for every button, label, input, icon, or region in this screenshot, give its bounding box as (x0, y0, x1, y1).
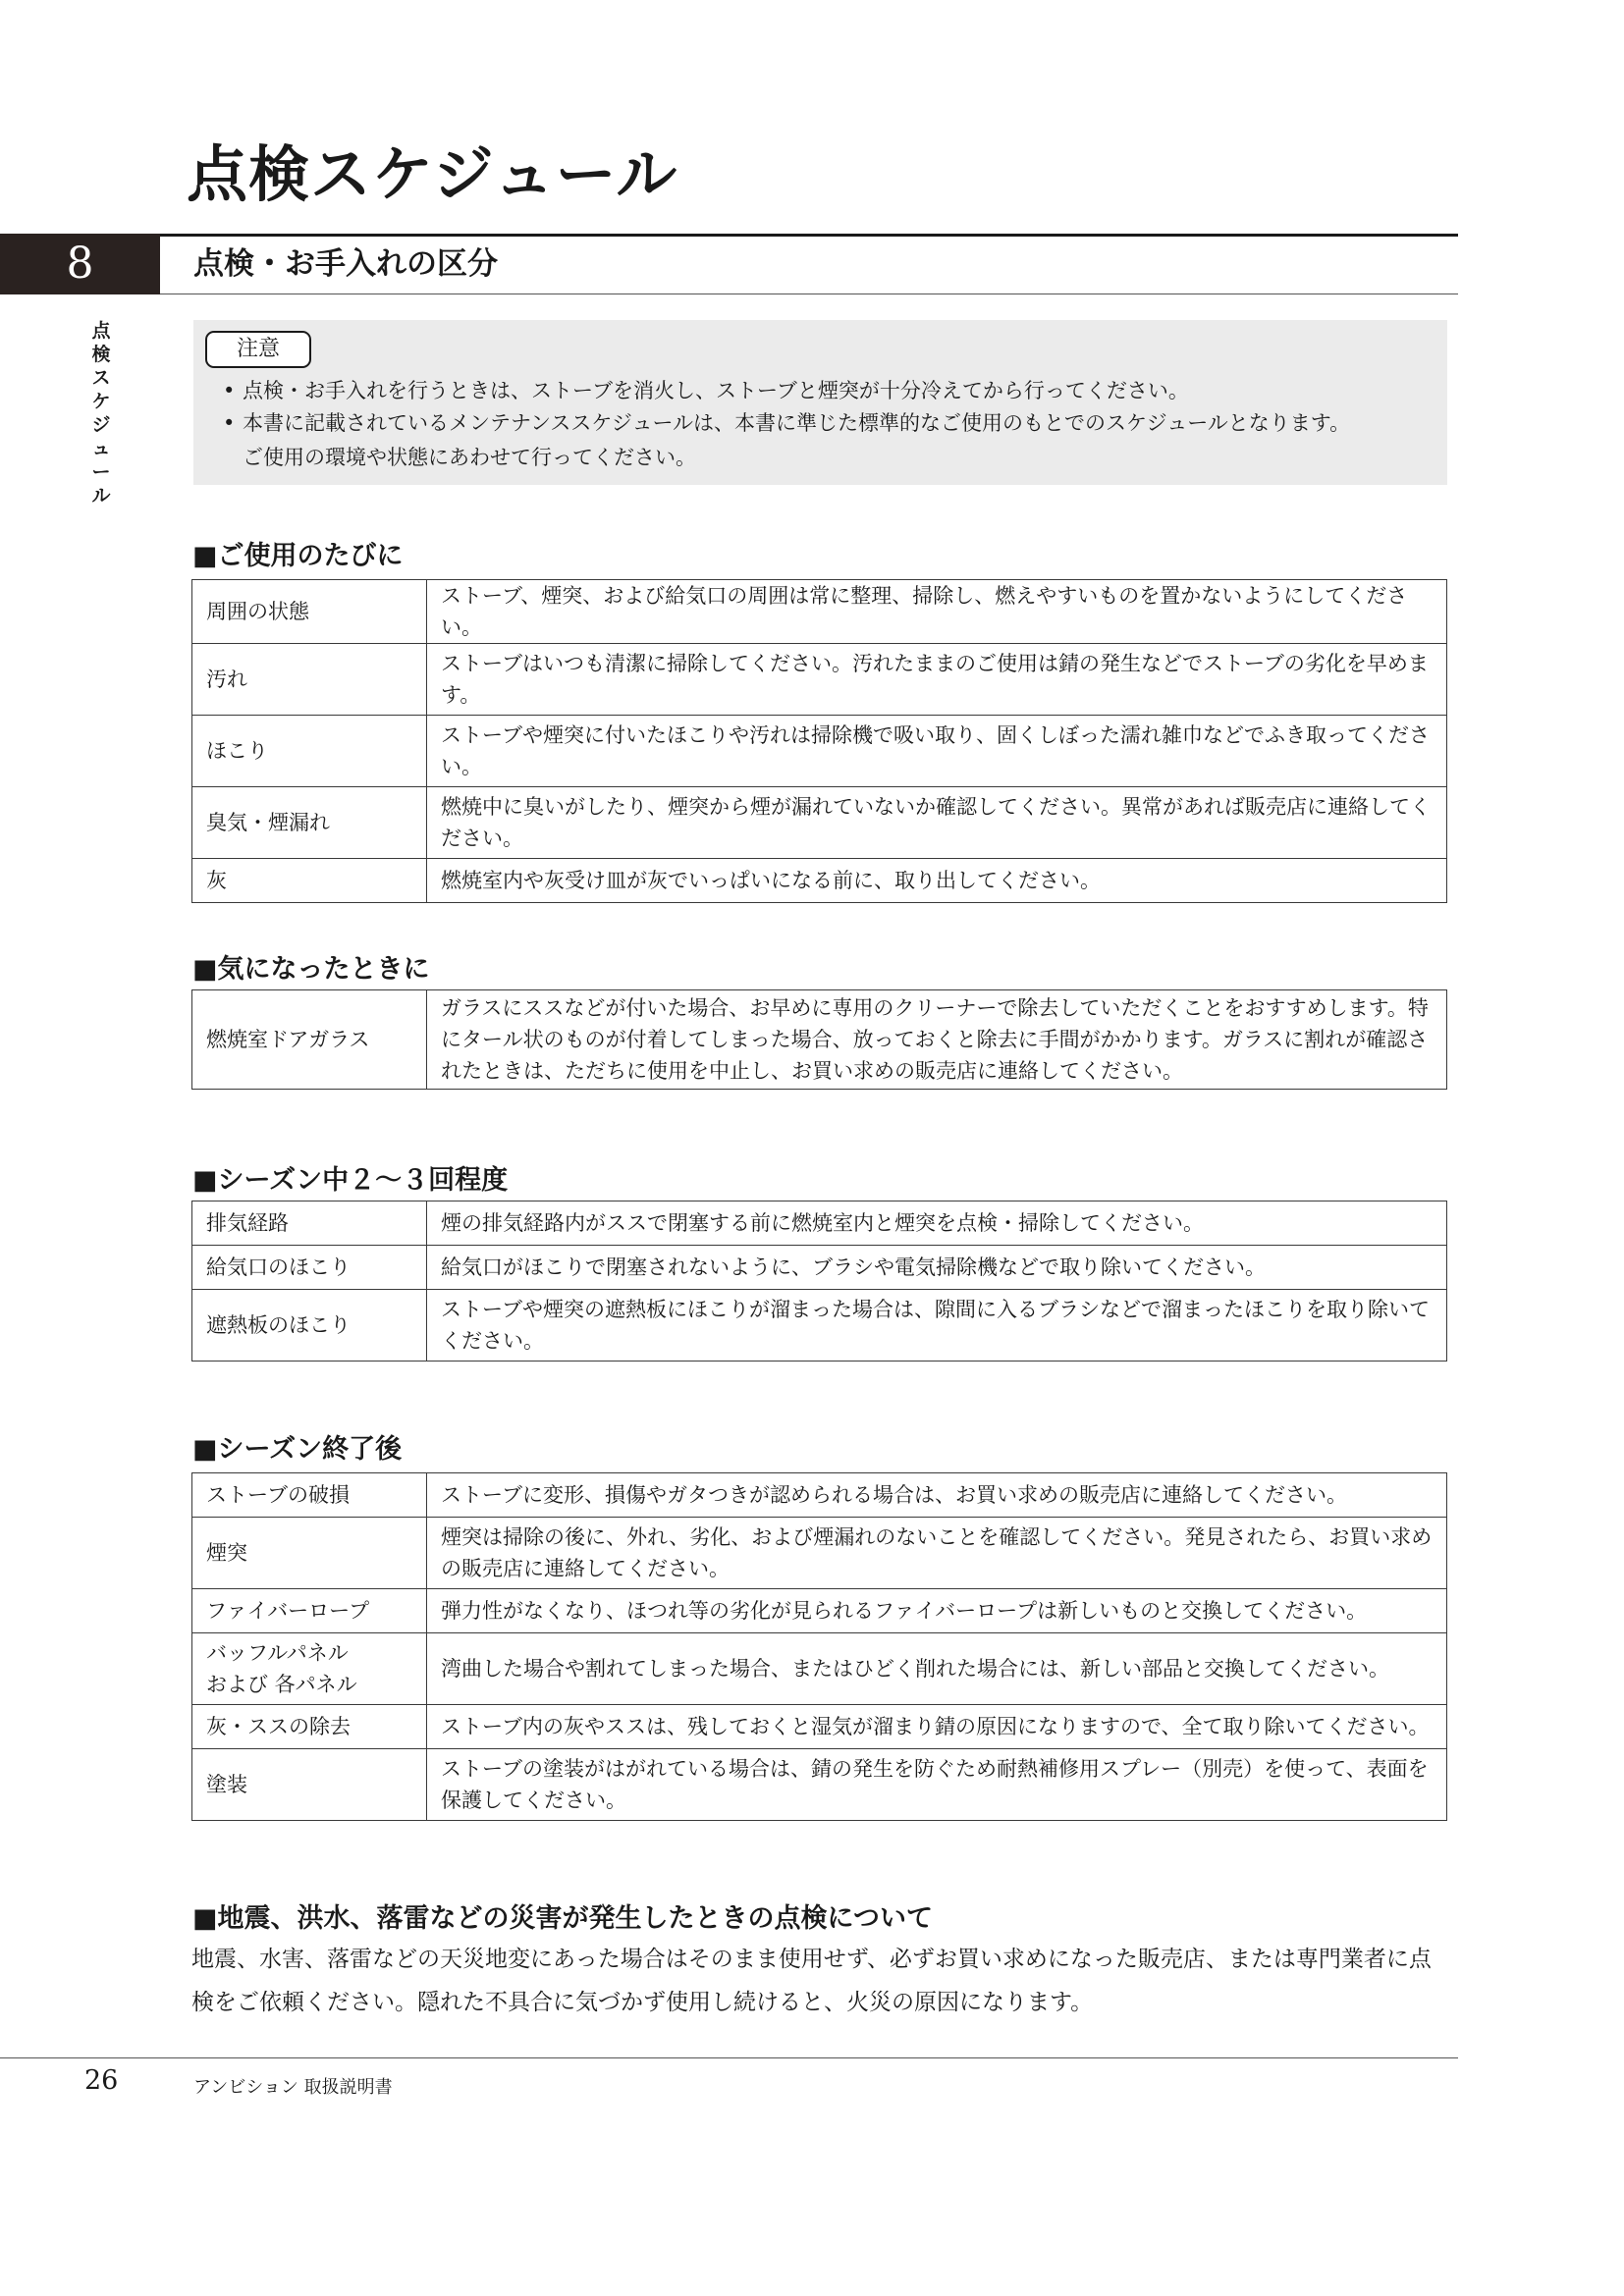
row-label: 臭気・煙漏れ (192, 787, 427, 859)
caution-item-text: 本書に記載されているメンテナンススケジュールは、本書に準じた標準的なご使用のもとでのスケジュールとなります。 (243, 411, 1351, 435)
side-tab-char: ル (91, 485, 111, 507)
table-row (192, 580, 1447, 644)
page-number: 26 (84, 2065, 119, 2096)
caution-box (193, 320, 1447, 485)
row-text: ストーブ、煙突、および給気口の周囲は常に整理、掃除し、燃えやすいものを置かないようにしてください。 (427, 580, 1447, 644)
row-label: 灰 (192, 859, 427, 903)
table-row (192, 1589, 1447, 1633)
schedule-table (191, 579, 1447, 903)
side-tab-char: ケ (91, 391, 111, 412)
caution-item (223, 376, 1189, 405)
table-row (192, 1518, 1447, 1589)
table-row (192, 859, 1447, 903)
row-text: ストーブや煙突に付いたほこりや汚れは掃除機で吸い取り、固くしぼった濡れ雑巾などでふき取ってください。 (427, 716, 1447, 787)
disaster-heading: ■地震、洪水、落雷などの災害が発生したときの点検について (192, 1903, 933, 1934)
table-row (192, 1749, 1447, 1821)
row-text: ストーブはいつも清潔に掃除してください。汚れたままのご使用は錆の発生などでストーブの劣化を早めます。 (427, 644, 1447, 716)
table-row (192, 1290, 1447, 1362)
side-tab-char: 検 (91, 344, 111, 365)
side-tab (86, 319, 116, 507)
row-label: 給気口のほこり (192, 1246, 427, 1290)
row-text: 燃焼中に臭いがしたり、煙突から煙が漏れていないか確認してください。異常があれば販売店に連絡してください。 (427, 787, 1447, 859)
row-label: 燃焼室ドアガラス (192, 990, 427, 1090)
row-text: 湾曲した場合や割れてしまった場合、またはひどく削れた場合には、新しい部品と交換してください。 (427, 1633, 1447, 1705)
row-label: 遮熱板のほこり (192, 1290, 427, 1362)
footer-doc-title: アンビション 取扱説明書 (193, 2077, 393, 2098)
row-label: 周囲の状態 (192, 580, 427, 644)
table-row (192, 1705, 1447, 1749)
table-row (192, 1633, 1447, 1705)
row-text: 弾力性がなくなり、ほつれ等の劣化が見られるファイバーロープは新しいものと交換してください。 (427, 1589, 1447, 1633)
side-tab-char: 点 (91, 320, 111, 342)
page-title: 点検スケジュール (187, 138, 678, 210)
caution-item-continuation: ご使用の環境や状態にあわせて行ってください。 (243, 446, 696, 469)
side-tab-char: ジ (91, 414, 111, 436)
row-text: ストーブに変形、損傷やガタつきが認められる場合は、お買い求めの販売店に連絡してください。 (427, 1473, 1447, 1518)
row-label: 排気経路 (192, 1201, 427, 1246)
row-text: ガラスにススなどが付いた場合、お早めに専用のクリーナーで除去していただくことをおすすめします。特にタール状のものが付着してしまった場合、放っておくと除去に手間がかかります。ガラスに割れが確認されたときは、ただちに使用を中止し、お買い求めの販売店に連絡してください。 (427, 990, 1447, 1090)
schedule-table (191, 989, 1447, 1090)
section-heading: ■シーズン中２～３回程度 (192, 1165, 509, 1196)
section-heading: ■シーズン終了後 (192, 1434, 403, 1465)
side-tab-char: ュ (91, 438, 111, 459)
row-label: 灰・ススの除去 (192, 1705, 427, 1749)
table-row (192, 644, 1447, 716)
row-text: 給気口がほこりで閉塞されないように、ブラシや電気掃除機などで取り除いてください。 (427, 1246, 1447, 1290)
side-tab-char: ス (91, 367, 111, 389)
schedule-table (191, 1201, 1447, 1362)
bullet-icon: • (223, 411, 236, 435)
row-label: 汚れ (192, 644, 427, 716)
section-heading: ■ご使用のたびに (192, 541, 404, 571)
row-label: バッフルパネル および 各パネル (192, 1633, 427, 1705)
chapter-number: 8 (0, 234, 160, 294)
row-label: 塗装 (192, 1749, 427, 1821)
caution-item (223, 408, 1350, 438)
table-row (192, 1246, 1447, 1290)
table-row (192, 716, 1447, 787)
row-text: ストーブの塗装がはがれている場合は、錆の発生を防ぐため耐熱補修用スプレー（別売）を使って、表面を保護してください。 (427, 1749, 1447, 1821)
row-text: ストーブ内の灰やススは、残しておくと湿気が溜まり錆の原因になりますので、全て取り除いてください。 (427, 1705, 1447, 1749)
caution-item-text: 点検・お手入れを行うときは、ストーブを消火し、ストーブと煙突が十分冷えてから行ってください。 (243, 379, 1189, 402)
table-row (192, 787, 1447, 859)
bullet-icon: • (223, 379, 236, 402)
row-label: ほこり (192, 716, 427, 787)
section-heading: ■気になったときに (192, 954, 430, 985)
row-text: 煙突は掃除の後に、外れ、劣化、および煙漏れのないことを確認してください。発見されたら、お買い求めの販売店に連絡してください。 (427, 1518, 1447, 1589)
caution-tag: 注意 (205, 331, 311, 368)
schedule-table (191, 1472, 1447, 1821)
disaster-body: 地震、水害、落雷などの天災地変にあった場合はそのまま使用せず、必ずお買い求めになった販売店、または専門業者に点検をご依頼ください。隠れた不具合に気づかず使用し続けると、火災の原因になります。 (191, 1947, 1432, 2015)
row-label: 煙突 (192, 1518, 427, 1589)
row-text: 燃焼室内や灰受け皿が灰でいっぱいになる前に、取り出してください。 (427, 859, 1447, 903)
table-row (192, 1473, 1447, 1518)
section-title: 点検・お手入れの区分 (193, 246, 498, 282)
row-label: ファイバーロープ (192, 1589, 427, 1633)
table-row (192, 1201, 1447, 1246)
side-tab-char: ー (91, 461, 111, 483)
row-text: 煙の排気経路内がススで閉塞する前に燃焼室内と煙突を点検・掃除してください。 (427, 1201, 1447, 1246)
row-label: ストーブの破損 (192, 1473, 427, 1518)
row-text: ストーブや煙突の遮熱板にほこりが溜まった場合は、隙間に入るブラシなどで溜まったほこりを取り除いてください。 (427, 1290, 1447, 1362)
table-row (192, 990, 1447, 1090)
footer-rule (0, 2057, 1458, 2058)
